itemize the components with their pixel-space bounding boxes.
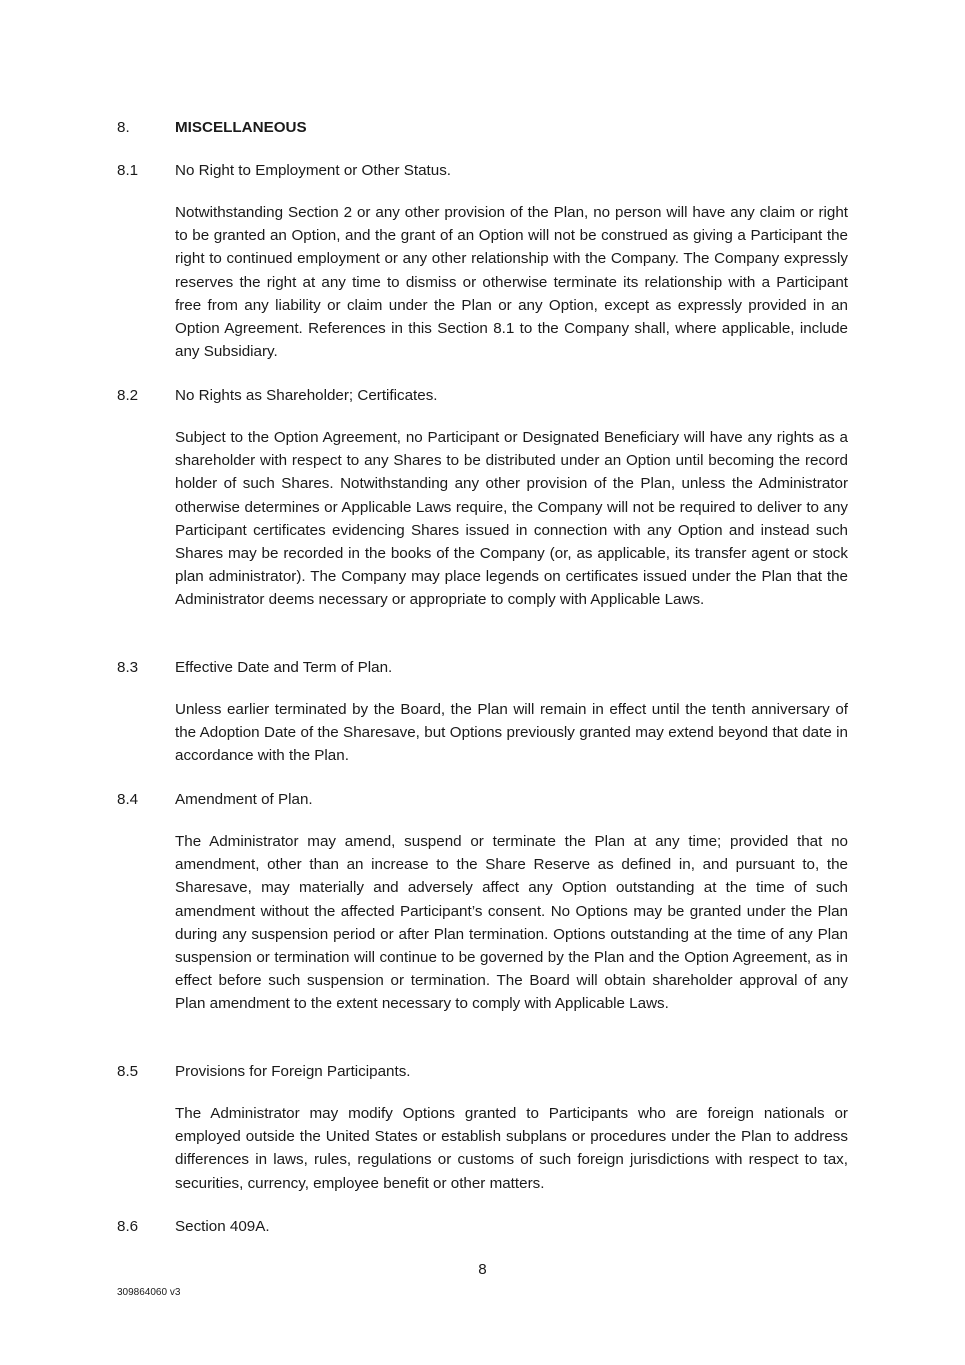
subsection-body: Unless earlier terminated by the Board, the Plan will remain in effect until the tenth anniversary of the Adoption Date of the Sharesave, but Options previously granted may extend beyond that date in accordance with the Plan.: [175, 701, 848, 765]
subsection-number: 8.3: [117, 659, 139, 676]
subsection-number: 8.4: [117, 791, 139, 808]
subsection-body: The Administrator may modify Options granted to Participants who are foreign nationals or employed outside the United States or establish subplans or procedures under the Plan to address differences in laws, rules, regulations or customs of such foreign jurisdictions with respect to tax, securities, currency, employee benefit or other matters.: [175, 1105, 848, 1192]
subsection-number: 8.6: [117, 1218, 139, 1235]
section-number: 8.: [117, 119, 130, 136]
subsection-number: 8.2: [117, 387, 139, 404]
subsection-body: Notwithstanding Section 2 or any other provision of the Plan, no person will have any claim or right to be granted an Option, and the grant of an Option will not be construed as giving a Participant the right to continued employment or any other relationship with the Company. The Company expressly reserves the right at any time to dismiss or otherwise terminate its relationship with a Participant free from any liability or claim under the Plan or any Option, except as expressly provided in an Option Agreement. References in this Section 8.1 to the Company shall, where applicable, include any Subsidiary.: [175, 204, 848, 361]
section-title: MISCELLANEOUS: [175, 119, 307, 136]
subsection-title: No Rights as Shareholder; Certificates.: [175, 387, 438, 404]
subsection-title: No Right to Employment or Other Status.: [175, 162, 452, 179]
subsection-title: Amendment of Plan.: [175, 791, 313, 808]
page-number: 8: [478, 1261, 487, 1278]
subsection-title: Effective Date and Term of Plan.: [175, 659, 393, 676]
subsection-title: Section 409A.: [175, 1218, 270, 1235]
subsection-body: Subject to the Option Agreement, no Participant or Designated Beneficiary will have any rights as a shareholder with respect to any Shares to be distributed under an Option until becoming the record holder of such Shares. Notwithstanding any other provision of the Plan, unless the Administrator otherwise determines or Applicable Laws require, the Company will not be required to deliver to any Participant certificates evidencing Shares issued in connection with any Option and instead such Shares may be recorded in the books of the Company (or, as applicable, its transfer agent or stock plan administrator). The Company may place legends on certificates issued under the Plan that the Administrator deems necessary or appropriate to comply with Applicable Laws.: [175, 429, 848, 609]
subsection-body: The Administrator may amend, suspend or terminate the Plan at any time; provided that no amendment, other than an increase to the Share Reserve as defined in, and pursuant to, the Sharesave, may materially and adversely affect any Option outstanding at the time of such amendment without the affected Participant’s consent. No Options may be granted under the Plan during any suspension period or after Plan termination. Options outstanding at the time of any Plan suspension or termination will continue to be governed by the Plan and the Option Agreement, as in effect before such suspension or termination. The Board will obtain shareholder approval of any Plan amendment to the extent necessary to comply with Applicable Laws.: [175, 833, 848, 1013]
subsection-number: 8.5: [117, 1063, 139, 1080]
document-reference: 309864060 v3: [117, 1287, 181, 1298]
subsection-title: Provisions for Foreign Participants.: [175, 1063, 411, 1080]
subsection-number: 8.1: [117, 162, 139, 179]
